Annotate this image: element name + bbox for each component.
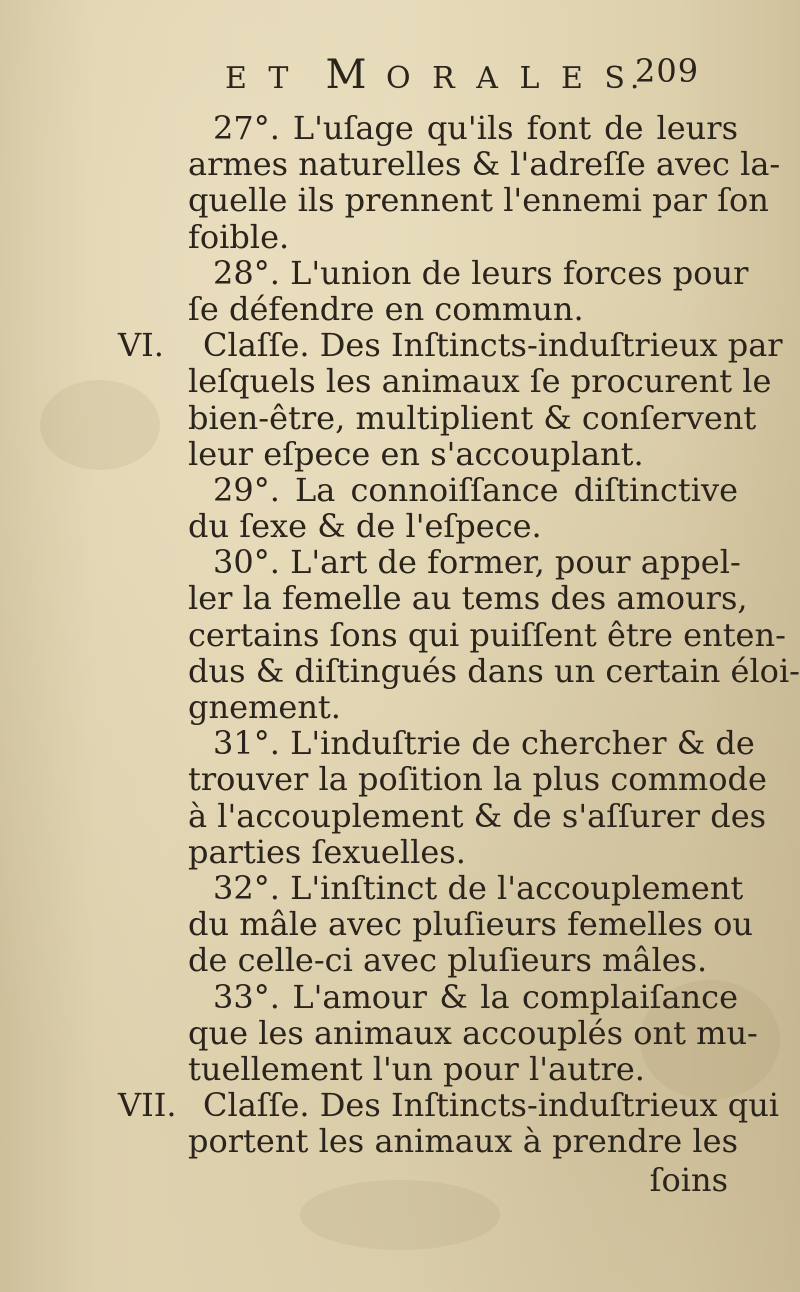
text-line <box>118 1123 738 1159</box>
text-line <box>118 436 738 472</box>
text-line <box>118 181 769 220</box>
line-text: du mâle avec pluſieurs femelles ou <box>188 905 753 944</box>
text-line <box>118 760 767 799</box>
text-line <box>118 796 767 835</box>
text-line <box>118 253 749 292</box>
line-text: leur eſpece en s'accouplant. <box>188 434 644 473</box>
line-text: Claſſe. Des Inſtincts-induſtrieux par <box>203 326 783 365</box>
line-text: 33°. L'amour & la complaiſance <box>213 977 738 1016</box>
line-text: foible. <box>188 217 290 256</box>
text-line <box>118 579 748 618</box>
text-line <box>118 543 741 582</box>
page-number: 209 <box>635 52 700 90</box>
line-text: 29°. La connoiſſance diſtinctive <box>213 470 738 509</box>
text-line <box>118 724 755 763</box>
running-head <box>225 52 725 102</box>
text-line <box>118 1051 738 1087</box>
line-text: 32°. L'inſtinct de l'accouplement <box>213 868 744 907</box>
line-text: parties ſexuelles. <box>188 832 466 871</box>
line-text: à l'accouplement & de s'aſſurer des <box>188 796 767 835</box>
line-text: gnement. <box>188 688 341 726</box>
line-text: trouver la poſition la plus commode <box>188 760 767 799</box>
text-line <box>118 362 772 401</box>
text-line <box>118 291 738 327</box>
line-text: quelle ils prennent l'ennemi par ſon <box>188 181 769 220</box>
running-title-first: E T <box>225 61 295 96</box>
text-line <box>118 689 738 725</box>
line-text: de celle-ci avec pluſieurs mâles. <box>188 941 708 980</box>
line-text: bien-être, multiplient & conſervent <box>188 398 757 437</box>
text-line <box>118 834 738 870</box>
text-line <box>118 110 738 146</box>
catchword-line <box>118 1162 728 1198</box>
running-title-rest: O R A L E S. <box>386 61 646 96</box>
classe-numeral: VII. <box>118 1086 177 1125</box>
text-line <box>118 905 753 944</box>
running-title-initial: M <box>325 52 371 98</box>
line-text: certains ſons qui puiſſent être enten- <box>188 615 786 654</box>
text-body <box>118 109 800 1161</box>
line-text: ſe défendre en commun. <box>188 289 584 328</box>
text-line <box>118 398 757 437</box>
text-line <box>118 1086 780 1125</box>
line-text: leſquels les animaux ſe procurent le <box>188 362 772 401</box>
text-line <box>118 651 800 690</box>
line-text: dus & diſtingués dans un certain éloi- <box>188 651 800 690</box>
line-text: 30°. L'art de former, pour appel- <box>213 543 741 582</box>
line-text: 27°. L'uſage qu'ils font de leurs <box>213 109 738 147</box>
line-text: du ſexe & de l'eſpece. <box>188 507 542 546</box>
running-title <box>225 52 645 98</box>
line-text: ler la femelle au tems des amours, <box>188 579 748 618</box>
line-text: tuellement l'un pour l'autre. <box>188 1049 645 1088</box>
text-line <box>118 472 738 508</box>
line-text: 31°. L'induſtrie de chercher & de <box>213 724 755 763</box>
text-line <box>118 1013 758 1052</box>
text-line <box>118 979 738 1015</box>
text-line <box>118 145 781 184</box>
classe-numeral: VI. <box>118 326 164 365</box>
text-line <box>118 326 783 365</box>
catchword: ſoins <box>649 1161 728 1199</box>
line-text: portent les animaux à prendre les <box>188 1122 738 1161</box>
text-line <box>118 615 786 654</box>
text-line <box>118 868 744 907</box>
line-text: Claſſe. Des Inſtincts-induſtrieux qui <box>203 1086 780 1125</box>
text-line <box>118 942 738 978</box>
line-text: que les animaux accouplés ont mu- <box>188 1013 758 1052</box>
text-line <box>118 508 738 544</box>
text-line <box>118 219 738 255</box>
line-text: 28°. L'union de leurs forces pour <box>213 253 749 292</box>
line-text: armes naturelles & l'adreſſe avec la- <box>188 145 781 184</box>
